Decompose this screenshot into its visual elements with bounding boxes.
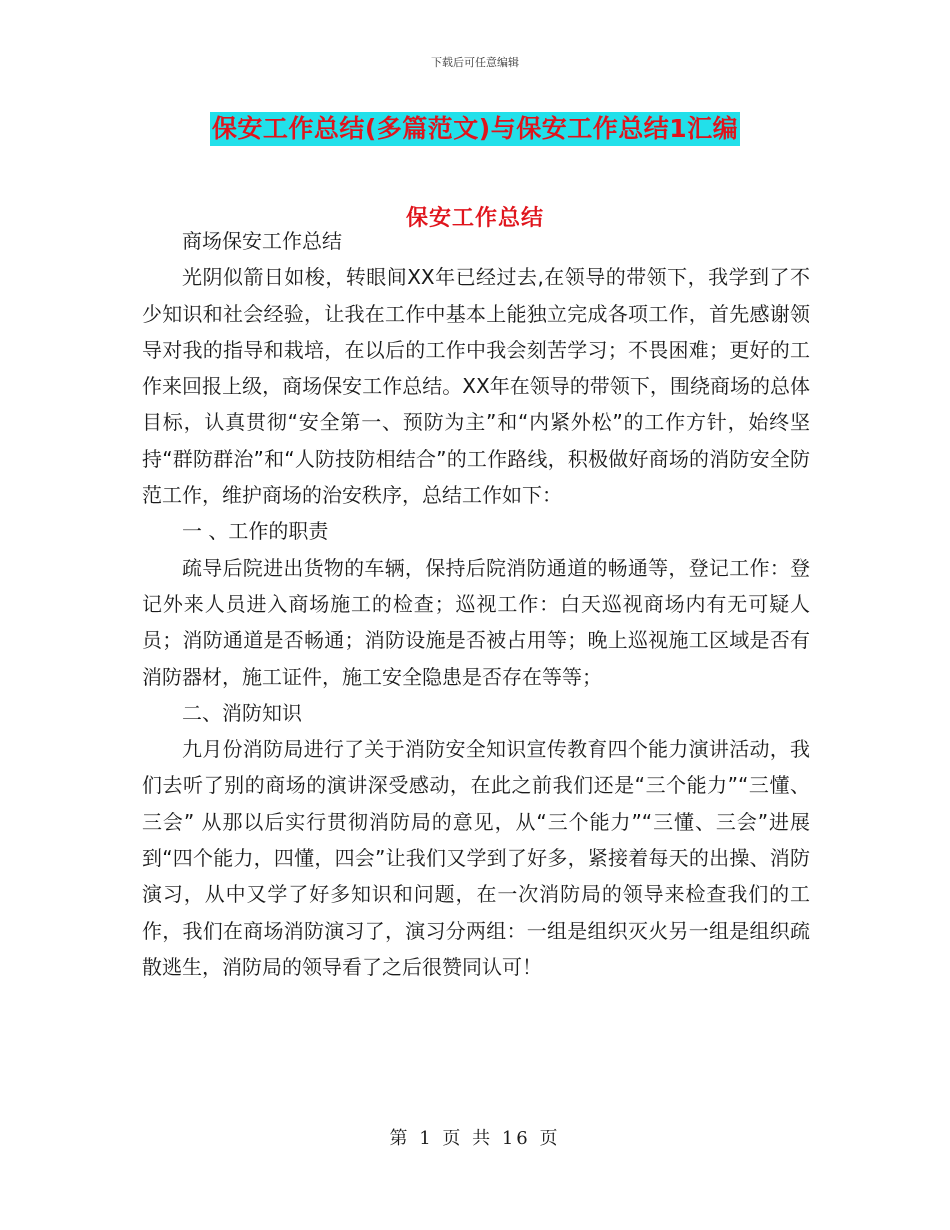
section-title: 保安工作总结	[405, 206, 544, 231]
paragraph-heading-fire: 二、消防知识	[182, 700, 302, 725]
paragraph-intro: 光阴似箭日如梭，转眼间XX年已经过去,在领导的带领下，我学到了不少知识和社会经验，让我在工作中基本上能独立完成各项工作，首先感谢领导对我的指导和栽培，在以后的工作中我会刻苦学习；不畏困难；更好的工作来回报上级，商场保安工作总结。XX年在领导的带领下，围绕商场的总体目标，认真贯彻“安全第一、预防为主”和“内紧外松”的工作方针，始终坚持“群防群治”和“人防技防相结合”的工作路线，积极做好商场的消防安全防范工作，维护商场的治安秩序，总结工作如下：	[142, 265, 810, 508]
paragraph-duties: 疏导后院进出货物的车辆，保持后院消防通道的畅通等，登记工作：登记外来人员进入商场施工的检查；巡视工作：白天巡视商场内有无可疑人员；消防通道是否畅通；消防设施是否被占用等；晚上巡视施工区域是否有消防器材，施工证件，施工安全隐患是否存在等等；	[142, 555, 810, 689]
header-note: 下载后可任意编辑	[431, 56, 519, 69]
paragraph-heading-duties: 一 、工作的职责	[182, 519, 329, 544]
page-footer: 第 1 页 共 16 页	[389, 1128, 561, 1149]
document-title: 保安工作总结(多篇范文)与保安工作总结1汇编	[210, 112, 740, 146]
paragraph-fire: 九月份消防局进行了关于消防安全知识宣传教育四个能力演讲活动，我们去听了别的商场的演讲深受感动，在此之前我们还是“三个能力”“三懂、三会” 从那以后实行贯彻消防局的意见，从“三个能力”“三懂、三会”进展到“四个能力，四懂，四会”让我们又学到了好多，紧接着每天的出操、消防演习，从中又学了好多知识和问题，在一次消防局的领导来检查我们的工作，我们在商场消防演习了，演习分两组：一组是组织灭火另一组是组织疏散逃生，消防局的领导看了之后很赞同认可！	[142, 737, 810, 979]
document-title-wrapper	[0, 112, 950, 146]
document-body	[142, 223, 810, 985]
paragraph-heading: 商场保安工作总结	[182, 229, 342, 253]
